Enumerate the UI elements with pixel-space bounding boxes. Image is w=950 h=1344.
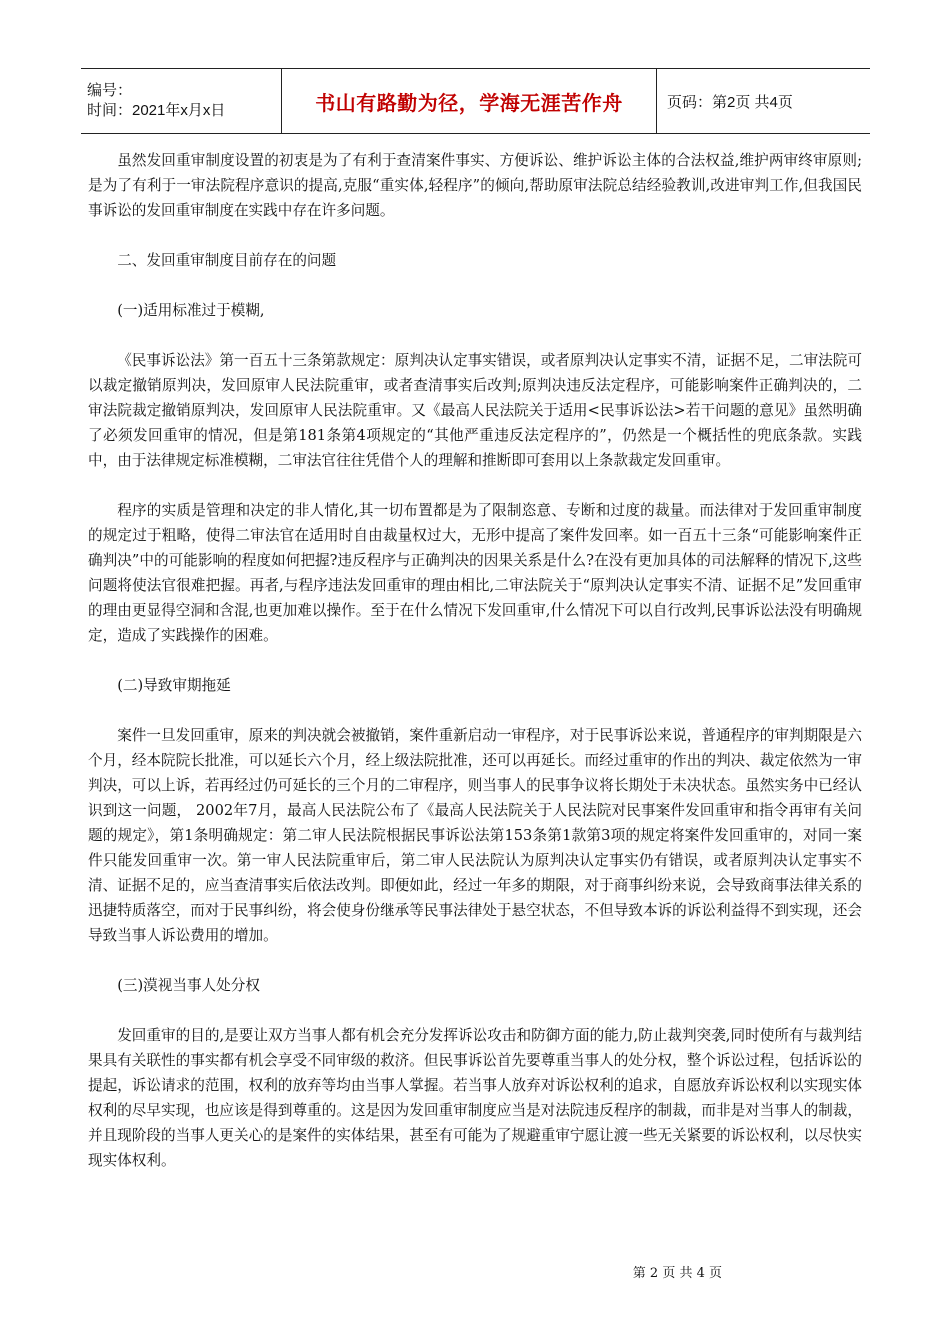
paragraph: 虽然发回重审制度设置的初衷是为了有利于查清案件事实、方便诉讼、维护诉讼主体的合法权益,维护两审终审原则;是为了有利于一审法院程序意识的提高,克服“重实体,轻程序”的倾向,帮助原审法院总结经验教训,改进审判工作,但我国民事诉讼的发回重审制度在实践中存在许多问题。 (88, 152, 862, 219)
page-footer (0, 1262, 950, 1281)
page-header (81, 68, 870, 134)
header-page-info: 页码：第2页 共4页 (667, 93, 793, 111)
document-number: 编号： (87, 82, 133, 99)
footer-page-number: 第 2 页 共 4 页 (632, 1266, 722, 1281)
header-meta (81, 69, 282, 133)
paragraph: 程序的实质是管理和决定的非人情化,其一切布置都是为了限制恣意、专断和过度的裁量。而法律对于发回重审制度的规定过于粗略，使得二审法官在适用时自由裁量权过大，无形中提高了案件发回率。如一百五十三条“可能影响案件正确判决”中的可能影响的程度如何把握?违反程序与正确判决的因果关系是什么?在没有更加具体的司法解释的情况下,这些问题将使法官很难把握。再者,与程序违法发回重审的理由相比,二审法院关于“原判决认定事实不清、证据不足”发回重审的理由更显得空洞和含混,也更加难以操作。至于在什么情况下发回重审,什么情况下可以自行改判,民事诉讼法没有明确规定，造成了实践操作的困难。 (88, 502, 862, 644)
header-motto-cell (282, 69, 657, 133)
paragraph: 发回重审的目的,是要让双方当事人都有机会充分发挥诉讼攻击和防御方面的能力,防止裁判突袭,同时使所有与裁判结果具有关联性的事实都有机会享受不同审级的救济。但民事诉讼首先要尊重当事人的处分权，整个诉讼过程，包括诉讼的提起，诉讼请求的范围，权利的放弃等均由当事人掌握。若当事人放弃对诉讼权利的追求，自愿放弃诉讼权利以实现实体权利的尽早实现，也应该是得到尊重的。这是因为发回重审制度应当是对法院违反程序的制裁，而非是对当事人的制裁，并且现阶段的当事人更关心的是案件的实体结果，甚至有可能为了规避重审宁愿让渡一些无关紧要的诉讼权利，以尽快实现实体权利。 (88, 1027, 862, 1169)
document-date: 时间：2021年x月x日 (87, 102, 226, 119)
subsection-heading: (二)导致审期拖延 (117, 677, 231, 694)
subsection-heading: (一)适用标准过于模糊, (117, 302, 265, 319)
header-motto: 书山有路勤为径，学海无涯苦作舟 (315, 90, 623, 115)
paragraph: 《民事诉讼法》第一百五十三条第款规定：原判决认定事实错误，或者原判决认定事实不清，证据不足，二审法院可以裁定撤销原判决，发回原审人民法院重审，或者查清事实后改判;原判决违反法定程序，可能影响案件正确判决的，二审法院裁定撤销原判决，发回原审人民法院重审。又《最高人民法院关于适用<民事诉讼法>若干问题的意见》虽然明确了必须发回重审的情况，但是第181条第4项规定的“其他严重违反法定程序的”，仍然是一个概括性的兜底条款。实践中，由于法律规定标准模糊，二审法官往往凭借个人的理解和推断即可套用以上条款裁定发回重审。 (88, 352, 862, 469)
document-body (88, 148, 862, 1198)
paragraph: 案件一旦发回重审，原来的判决就会被撤销，案件重新启动一审程序，对于民事诉讼来说，普通程序的审判期限是六个月，经本院院长批准，可以延长六个月，经上级法院批准，还可以再延长。而经过重审的作出的判决、裁定依然为一审判决，可以上诉，若再经过仍可延长的三个月的二审程序，则当事人的民事争议将长期处于未决状态。虽然实务中已经认识到这一问题， 2002年7月，最高人民法院公布了《最高人民法院关于人民法院对民事案件发回重审和指令再审有关问题的规定》，第1条明确规定：第二审人民法院根据民事诉讼法第153条第1款第3项的规定将案件发回重审的，对同一案件只能发回重审一次。第一审人民法院重审后，第二审人民法院认为原判决认定事实仍有错误，或者原判决认定事实不清、证据不足的，应当查清事实后依法改判。即便如此，经过一年多的期限，对于商事纠纷来说，会导致商事法律关系的迅捷特质落空，而对于民事纠纷，将会使身份继承等民事法律处于悬空状态，不但导致本诉的诉讼利益得不到实现，还会导致当事人诉讼费用的增加。 (88, 727, 862, 944)
section-heading: 二、发回重审制度目前存在的问题 (117, 252, 337, 269)
subsection-heading: (三)漠视当事人处分权 (117, 977, 260, 994)
